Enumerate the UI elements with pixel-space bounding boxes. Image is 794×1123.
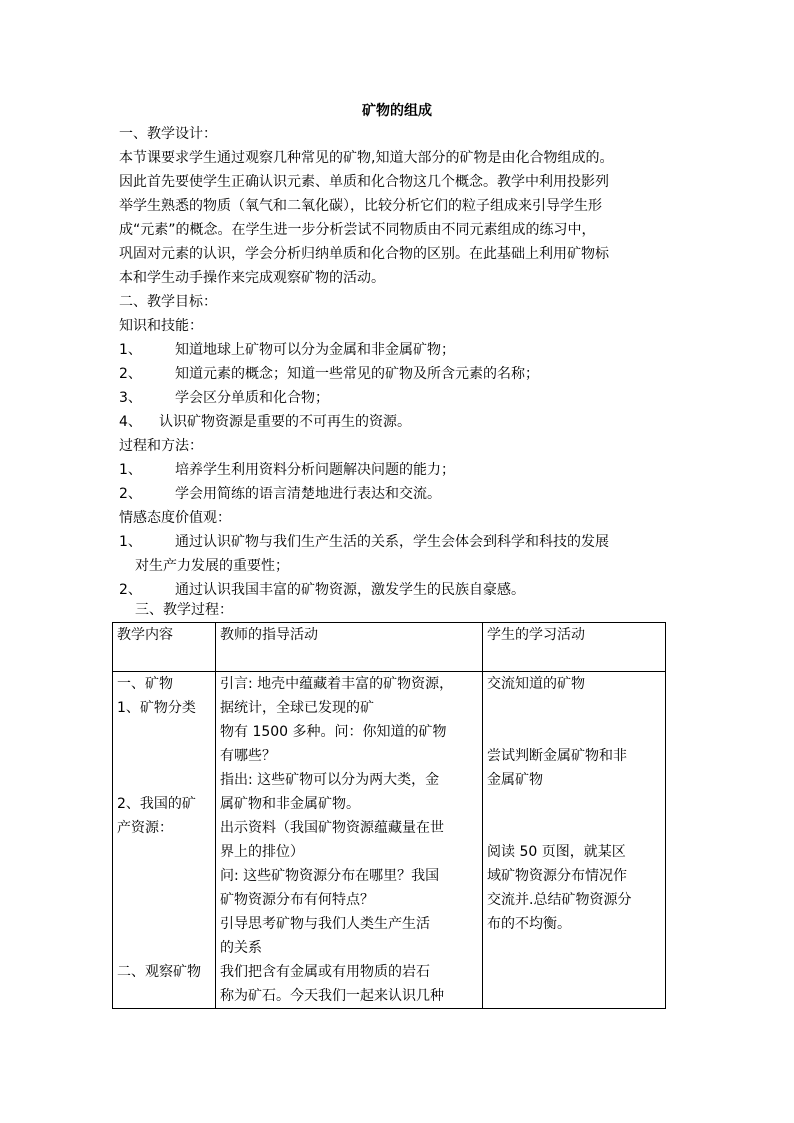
- knowledge-heading: 知识和技能：: [119, 318, 203, 334]
- table-row: [113, 672, 666, 1009]
- list-item-continuation: 对生产力发展的重要性；: [135, 558, 289, 574]
- student-activity-cell: [483, 672, 666, 1009]
- list-item: 知道元素的概念；知道一些常见的矿物及所含元素的名称；: [175, 366, 539, 382]
- cell-line: 交流并.总结矿物资源分: [487, 892, 632, 908]
- header-teacher-activity: 教师的指导活动: [216, 623, 483, 672]
- cell-line: 界上的排位）: [220, 844, 304, 860]
- cell-line: 称为矿石。今天我们一起来认识几种: [220, 988, 444, 1004]
- cell-line: 交流知道的矿物: [487, 676, 585, 692]
- list-number: 3、: [119, 390, 142, 406]
- teaching-process-heading: 三、教学过程：: [135, 602, 233, 618]
- cell-line: 矿物资源分布有何特点？: [220, 892, 374, 908]
- list-number: 2、: [119, 582, 142, 598]
- cell-line: 二、观察矿物: [117, 964, 201, 980]
- cell-line: 引言: 地壳中蕴藏着丰富的矿物资源，: [220, 676, 454, 692]
- list-item: 通过认识我国丰富的矿物资源，激发学生的民族自豪感。: [175, 582, 525, 598]
- header-content: 教学内容: [113, 623, 216, 672]
- design-heading: 一、教学设计：: [119, 126, 217, 142]
- design-text-line: 巩固对元素的认识，学会分析归纳单质和化合物的区别。在此基础上利用矿物标: [119, 246, 609, 262]
- cell-line: 的关系: [220, 940, 262, 956]
- list-number: 2、: [119, 366, 142, 382]
- list-item: 认识矿物资源是重要的不可再生的资源。: [159, 414, 411, 430]
- cell-line: 问: 这些矿物资源分布在哪里？我国: [220, 868, 440, 884]
- document-title: 矿物的组成: [362, 103, 432, 119]
- cell-line: 金属矿物: [487, 772, 543, 788]
- cell-line: 1、矿物分类: [117, 700, 196, 716]
- cell-line: 我们把含有金属或有用物质的岩石: [220, 964, 430, 980]
- list-item: 学会区分单质和化合物；: [175, 390, 329, 406]
- cell-line: 一、矿物: [117, 676, 173, 692]
- content-cell: [113, 672, 216, 1009]
- list-number: 1、: [119, 342, 142, 358]
- table-header-row: [113, 623, 666, 672]
- list-item: 培养学生利用资料分析问题解决问题的能力；: [175, 462, 455, 478]
- teacher-activity-cell: [216, 672, 483, 1009]
- cell-line: 产资源：: [117, 820, 173, 836]
- cell-line: 物有 1500 多种。问：你知道的矿物: [220, 724, 447, 740]
- cell-line: 尝试判断金属矿物和非: [487, 748, 627, 764]
- goals-heading: 二、教学目标：: [119, 294, 217, 310]
- design-text-line: 成“元素”的概念。在学生进一步分析尝试不同物质由不同元素组成的练习中，: [119, 222, 596, 238]
- list-item: 通过认识矿物与我们生产生活的关系，学生会体会到科学和科技的发展: [175, 534, 609, 550]
- cell-line: 阅读 50 页图，就某区: [487, 844, 626, 860]
- cell-line: 引导思考矿物与我们人类生产生活: [220, 916, 430, 932]
- design-text-line: 因此首先要使学生正确认识元素、单质和化合物这几个概念。教学中利用投影列: [119, 174, 609, 190]
- list-item: 学会用简练的语言清楚地进行表达和交流。: [175, 486, 441, 502]
- cell-line: 域矿物资源分布情况作: [487, 868, 627, 884]
- cell-line: 布的不均衡。: [487, 916, 571, 932]
- list-number: 4、: [119, 414, 142, 430]
- cell-line: 出示资料（我国矿物资源蕴藏量在世: [220, 820, 444, 836]
- design-text-line: 本和学生动手操作来完成观察矿物的活动。: [119, 270, 385, 286]
- list-number: 2、: [119, 486, 142, 502]
- lesson-table: [112, 622, 666, 1009]
- cell-line: 2、我国的矿: [117, 796, 196, 812]
- list-item: 知道地球上矿物可以分为金属和非金属矿物；: [175, 342, 455, 358]
- emotion-heading: 情感态度价值观：: [119, 510, 231, 526]
- header-student-activity: 学生的学习活动: [483, 623, 666, 672]
- cell-line: 据统计，全球已发现的矿: [220, 700, 374, 716]
- cell-line: 属矿物和非金属矿物。: [220, 796, 360, 812]
- process-heading: 过程和方法：: [119, 438, 203, 454]
- cell-line: 指出: 这些矿物可以分为两大类，金: [220, 772, 440, 788]
- design-text-line: 本节课要求学生通过观察几种常见的矿物,知道大部分的矿物是由化合物组成的。: [119, 150, 614, 166]
- list-number: 1、: [119, 534, 142, 550]
- cell-line: 有哪些？: [220, 748, 276, 764]
- list-number: 1、: [119, 462, 142, 478]
- design-text-line: 举学生熟悉的物质（氧气和二氧化碳），比较分析它们的粒子组成来引导学生形: [119, 198, 602, 214]
